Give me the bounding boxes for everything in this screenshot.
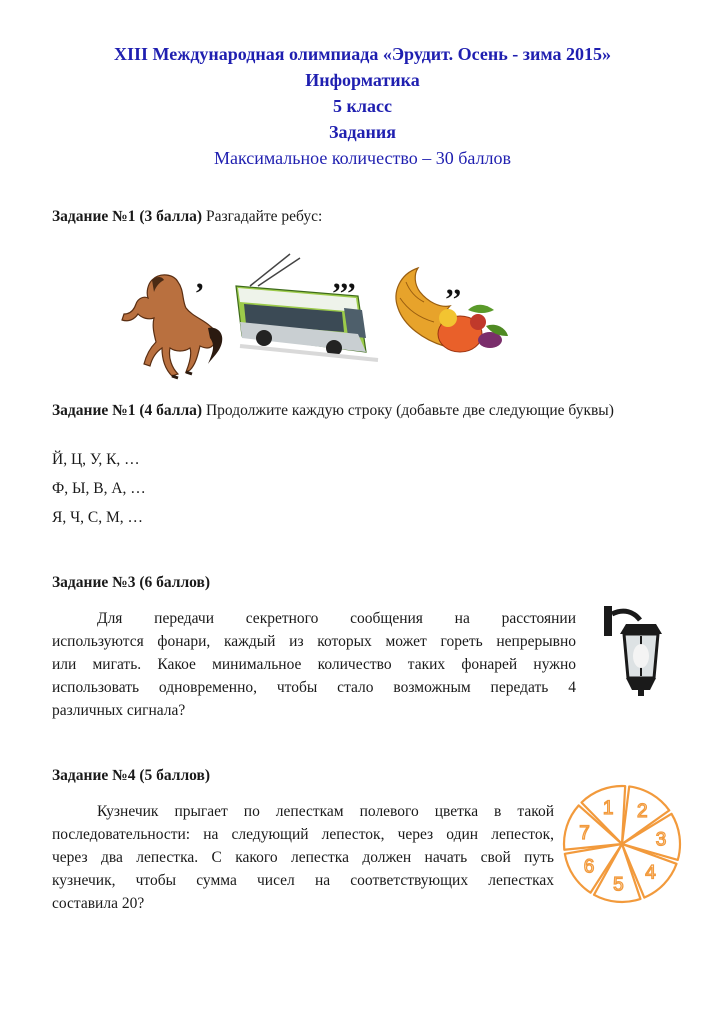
- task4-title: Задание №4 (5 баллов): [52, 767, 211, 784]
- task3-line: или мигать. Какое минимальное количество таких фонарей нужно: [52, 656, 576, 673]
- rebus-commas-3: ,,: [446, 268, 461, 301]
- task3-heading: [52, 574, 210, 592]
- max-score-line: Максимальное количество – 30 баллов: [213, 148, 512, 168]
- horse-image: [112, 268, 227, 380]
- grade-title: 5 класс: [333, 96, 392, 116]
- task4-line: через два лепестка. С какого лепестка должен начать свой путь: [52, 849, 554, 866]
- subject-title: Информатика: [305, 70, 420, 90]
- petal-number-5: 5: [613, 874, 624, 896]
- task4-line: кузнечик, чтобы сумма чисел на соответствующих лепестках: [52, 872, 554, 889]
- task4-heading: [52, 767, 210, 785]
- letter-row-3: Я, Ч, С, М, …: [52, 509, 144, 526]
- rebus-commas-2: ,,,: [333, 262, 356, 295]
- flower-petals-diagram: [560, 782, 684, 906]
- task3-line: используются фонари, каждый из которых может гореть непрерывно: [52, 633, 576, 650]
- tasks-heading: Задания: [328, 122, 397, 142]
- task4-line: Кузнечик прыгает по лепесткам полевого цветка в такой: [97, 803, 554, 820]
- task3-line: использовать одновременно, чтобы стало возможным передать 4: [52, 679, 576, 696]
- task2-title: Задание №1 (4 балла): [52, 402, 203, 419]
- petal-number-3: 3: [655, 829, 667, 851]
- task4-line: составила 20?: [52, 895, 145, 912]
- rebus-comma-1: ,: [196, 262, 204, 295]
- petal-number-2: 2: [636, 801, 648, 823]
- petal-number-4: 4: [645, 862, 656, 884]
- task3-title: Задание №3 (6 баллов): [52, 574, 211, 591]
- task2-text: Продолжите каждую строку (добавьте две следующие буквы): [205, 402, 614, 419]
- trolleybus-image: [230, 252, 380, 364]
- petal-number-7: 7: [579, 822, 590, 844]
- task1-title: Задание №1 (3 балла): [52, 208, 203, 225]
- task4-paragraph: [52, 800, 554, 915]
- task3-line: Для передачи секретного сообщения на расстоянии: [97, 610, 576, 627]
- task3-paragraph: [52, 607, 576, 722]
- petal-number-1: 1: [602, 798, 614, 820]
- letter-row-1: Й, Ц, У, К, …: [52, 451, 140, 468]
- petal-number-6: 6: [583, 856, 595, 878]
- letter-row-2: Ф, Ы, В, А, …: [52, 480, 146, 497]
- task1-heading: [52, 208, 322, 226]
- olympiad-title: XIII Международная олимпиада «Эрудит. Осень - зима 2015»: [114, 44, 611, 64]
- task1-text: Разгадайте ребус:: [205, 208, 323, 225]
- task4-line: последовательности: на следующий лепесток, через один лепесток,: [52, 826, 554, 843]
- lantern-image: [600, 600, 672, 700]
- task2-heading: [52, 402, 614, 420]
- task3-line: различных сигнала?: [52, 702, 186, 719]
